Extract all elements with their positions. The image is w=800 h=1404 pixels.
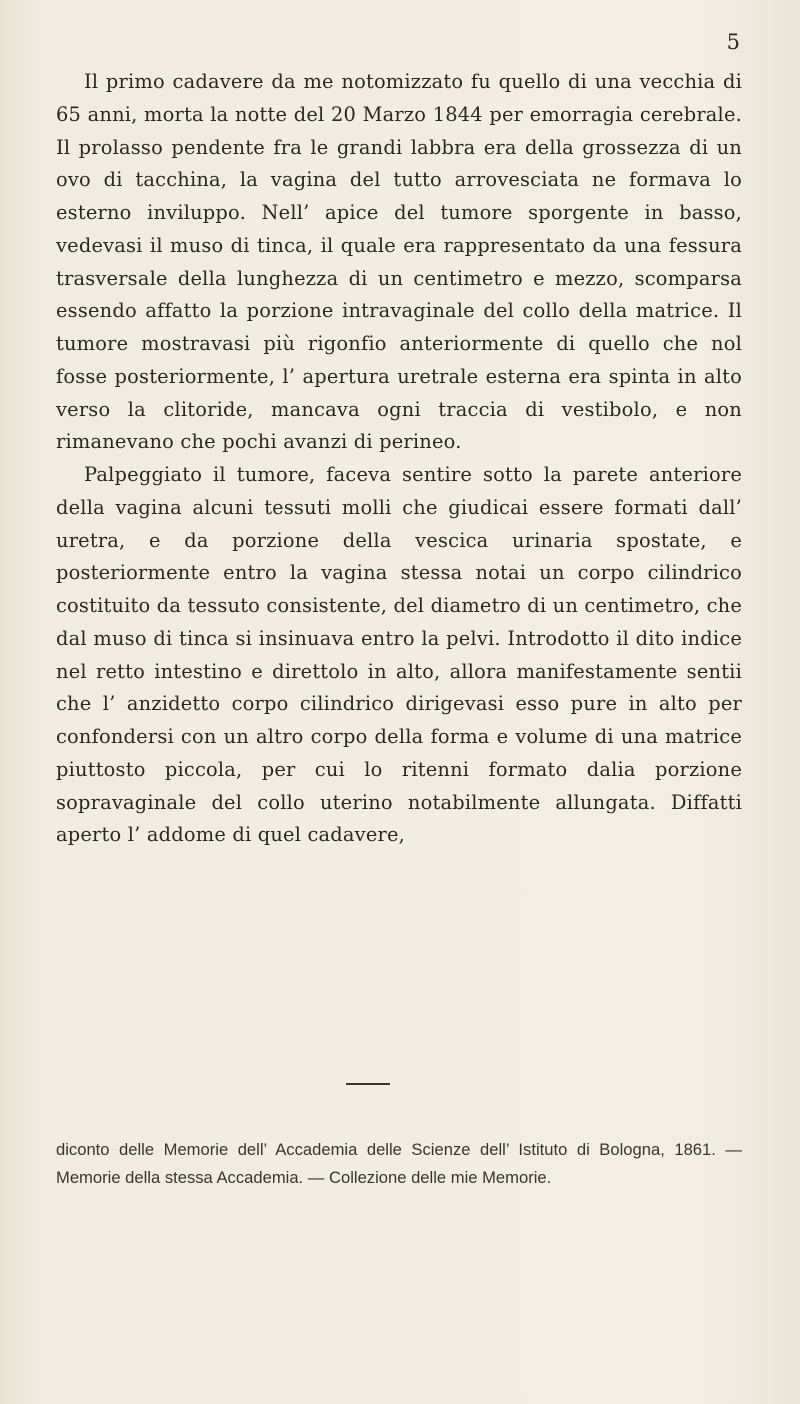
footnote-separator [346, 1083, 390, 1085]
page-number: 5 [726, 30, 740, 54]
footnote: diconto delle Memorie dell’ Accademia delle Scienze dell’ Istituto di Bologna, 1861. — Memorie della stessa Accademia. — Collezione delle mie Memorie. [56, 1140, 742, 1187]
paragraph-1: Il primo cadavere da me notomizzato fu quello di una vecchia di 65 anni, morta la notte del 20 Marzo 1844 per emorragia cerebrale. Il prolasso pendente fra le grandi labbra era della grossezza di un ovo di tacchina, la vagina del tutto arrovesciata ne formava lo esterno inviluppo. Nell’ apice del tumore sporgente in basso, vedevasi il muso di tinca, il quale era rappresentato da una fessura trasversale della lunghezza di un centimetro e mezzo, scomparsa essendo affatto la porzione intravaginale del collo della matrice. Il tumore mostravasi più rigonfio anteriormente di quello che nol fosse posteriormente, l’ apertura uretrale esterna era spinta in alto verso la clitoride, mancava ogni traccia di vestibolo, e non rimanevano che pochi avanzi di perineo. [56, 70, 742, 454]
paragraph-2: Palpeggiato il tumore, faceva sentire sotto la parete anteriore della vagina alcuni tessuti molli che giudicai essere formati dall’ uretra, e da porzione della vescica urinaria spostate, e posteriormente entro la vagina stessa notai un corpo cilindrico costituito da tessuto consistente, del diametro di un centimetro, che dal muso di tinca si insinuava entro la pelvi. Introdotto il dito indice nel retto intestino e direttolo in alto, allora manifestamente sentii che l’ anzidetto corpo cilindrico dirigevasi esso pure in alto per confondersi con un altro corpo della forma e volume di una matrice piuttosto piccola, per cui lo ritenni formato dalia porzione sopravaginale del collo uterino notabilmente allungata. Diffatti aperto l’ addome di quel cadavere, [56, 463, 742, 847]
main-text [56, 66, 742, 852]
